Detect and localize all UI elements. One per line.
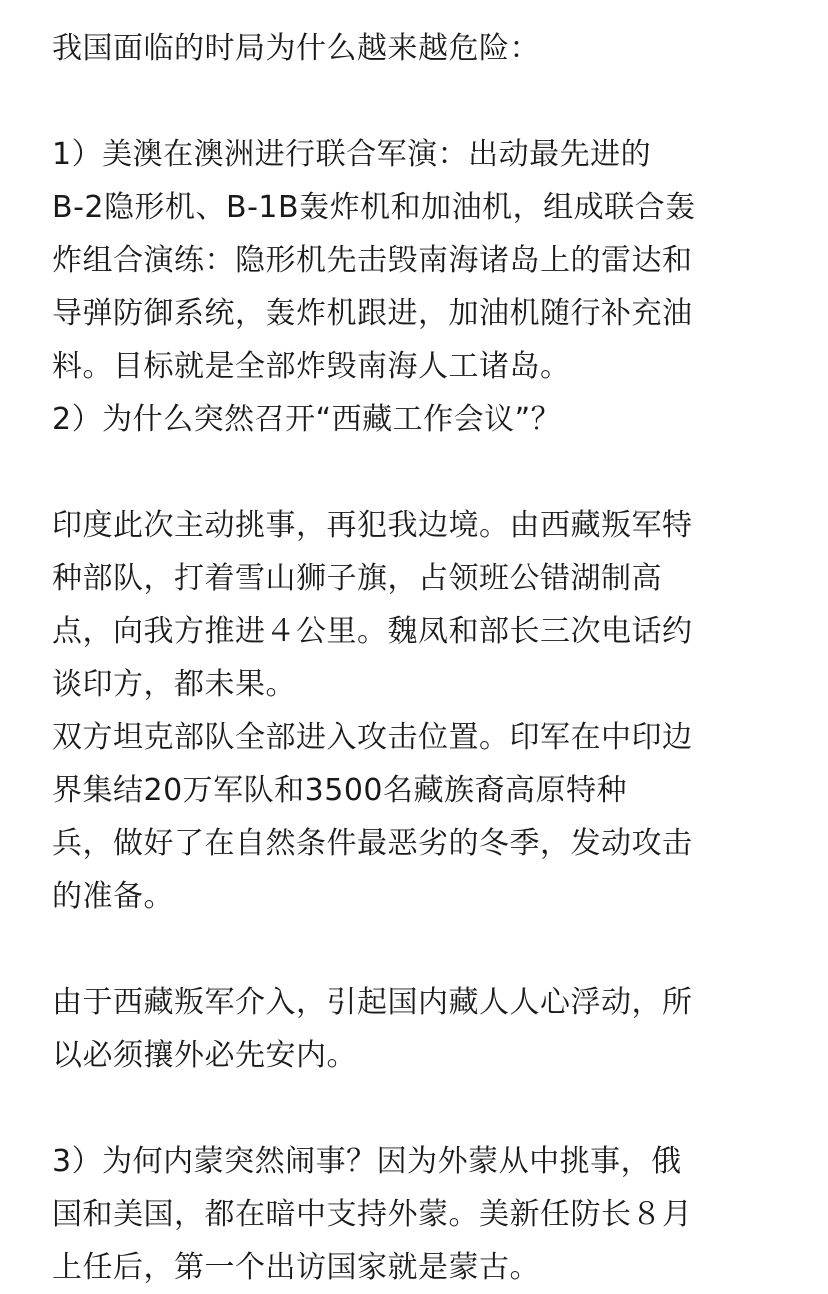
article-title: 我国面临的时局为什么越来越危险： xyxy=(52,31,540,66)
spacer xyxy=(52,446,782,499)
section-1 xyxy=(52,128,782,393)
section-2-heading: 2）为什么突然召开“西藏工作会议”？ xyxy=(52,402,562,437)
article-body xyxy=(52,22,782,1294)
text-line: 国和美国，都在暗中支持外蒙。美新任防长８月 xyxy=(52,1197,693,1232)
section-2-paragraph-1 xyxy=(52,499,782,711)
text-line: 导弹防御系统，轰炸机跟进，加油机随行补充油 xyxy=(52,296,693,331)
text-line: 以必须攘外必先安内。 xyxy=(52,1038,357,1073)
text-line: 谈印方，都未果。 xyxy=(52,667,296,702)
section-2-paragraph-2 xyxy=(52,711,782,923)
text-line: 炸组合演练：隐形机先击毁南海诸岛上的雷达和 xyxy=(52,243,693,278)
text-line: 界集结20万军队和3500名藏族裔高原特种 xyxy=(52,773,628,808)
text-line: 3）为何内蒙突然闹事？因为外蒙从中挑事，俄 xyxy=(52,1144,682,1179)
section-3 xyxy=(52,1135,782,1294)
text-line: 种部队，打着雪山狮子旗，占领班公错湖制高 xyxy=(52,561,662,596)
text-line: B-2隐形机、B-1B轰炸机和加油机，组成联合轰 xyxy=(52,190,696,225)
text-line: 印度此次主动挑事，再犯我边境。由西藏叛军特 xyxy=(52,508,693,543)
text-line: 点，向我方推进４公里。魏凤和部长三次电话约 xyxy=(52,614,693,649)
section-2-paragraph-3 xyxy=(52,976,782,1082)
spacer xyxy=(52,75,782,128)
text-line: 由于西藏叛军介入，引起国内藏人人心浮动，所 xyxy=(52,985,693,1020)
spacer xyxy=(52,1082,782,1135)
text-line: 1）美澳在澳洲进行联合军演：出动最先进的 xyxy=(52,137,652,172)
text-line: 兵，做好了在自然条件最恶劣的冬季，发动攻击 xyxy=(52,826,693,861)
text-line: 双方坦克部队全部进入攻击位置。印军在中印边 xyxy=(52,720,693,755)
spacer xyxy=(52,923,782,976)
text-line: 上任后，第一个出访国家就是蒙古。 xyxy=(52,1250,540,1285)
text-line: 的准备。 xyxy=(52,879,174,914)
text-line: 料。目标就是全部炸毁南海人工诸岛。 xyxy=(52,349,571,384)
